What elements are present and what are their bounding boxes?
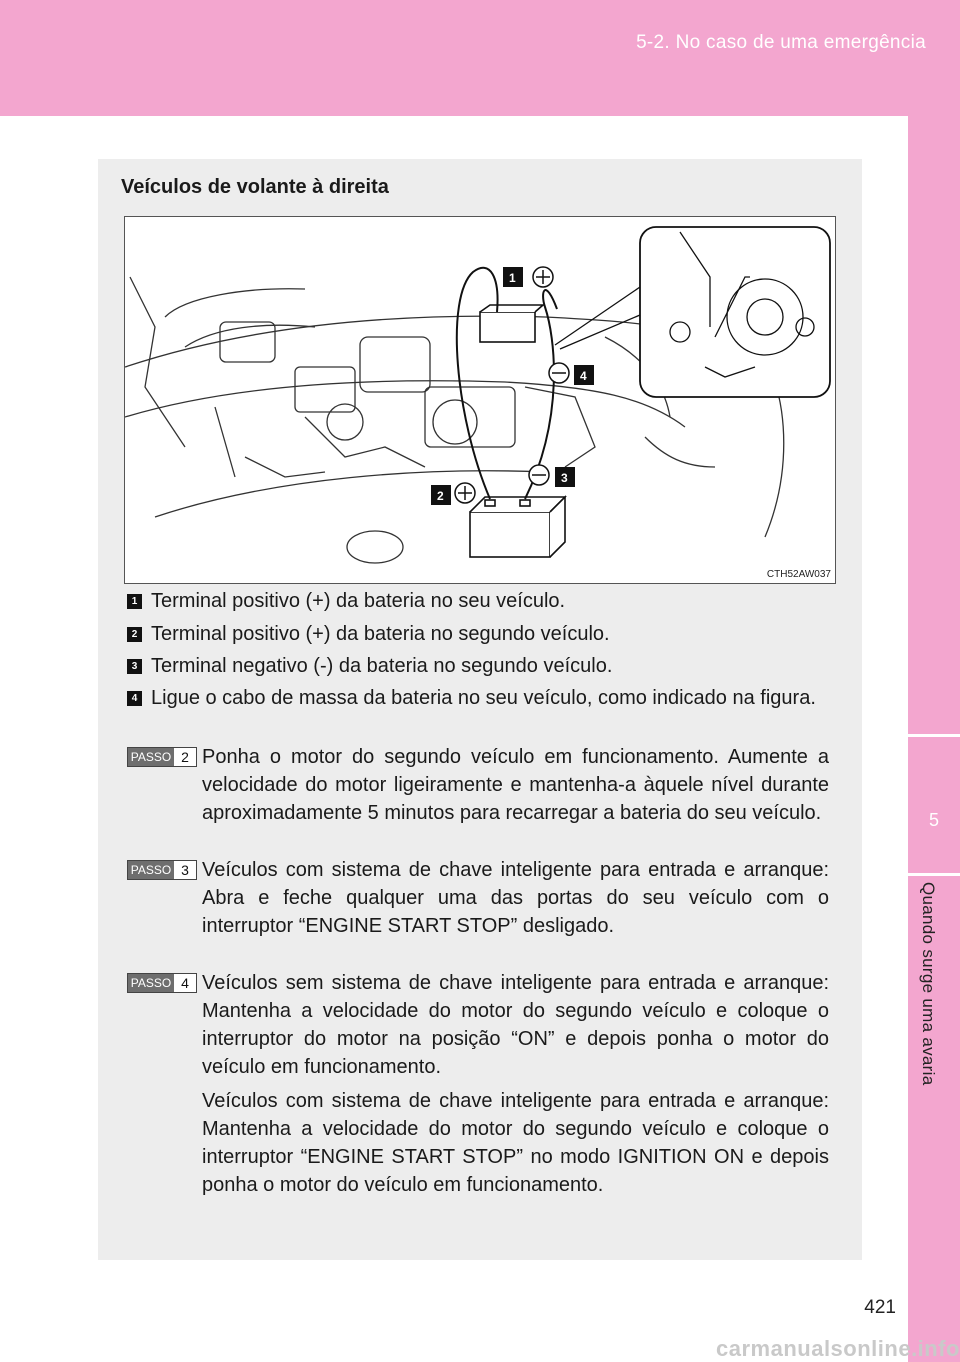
legend-item — [124, 652, 829, 680]
step-badge — [127, 747, 197, 767]
chapter-number-box — [908, 734, 960, 876]
chapter-number: 5 — [928, 810, 939, 830]
legend-item — [124, 620, 829, 648]
step-badge-word: PASSO — [128, 748, 174, 766]
page-number: 421 — [864, 1297, 896, 1318]
legend-badge: 2 — [127, 627, 142, 642]
panel-title: Veículos de volante à direita — [121, 176, 389, 198]
legend-item — [124, 684, 829, 712]
step-badge-number: 4 — [181, 975, 189, 991]
legend-text: Terminal negativo (-) da bateria no segundo veículo. — [151, 655, 613, 677]
step-badge-number: 2 — [181, 749, 189, 765]
legend-badge: 3 — [127, 659, 142, 674]
step-2 — [124, 743, 829, 827]
legend-text: Ligue o cabo de massa da bateria no seu veículo, como indicado na figura. — [151, 687, 816, 709]
step-badge-word: PASSO — [128, 974, 174, 992]
legend-item — [124, 587, 829, 615]
step-text: Veículos com sistema de chave inteligente para entrada e arranque: Abra e feche qualquer uma das portas do seu veículo com o interruptor “ENGINE START STOP” desligado. — [202, 859, 829, 937]
watermark-text: carmanualsonline.info — [716, 1336, 960, 1361]
callout-4-label: 4 — [580, 369, 587, 383]
legend-text: Terminal positivo (+) da bateria no segundo veículo. — [151, 623, 610, 645]
section-heading: 5-2. No caso de uma emergência — [636, 32, 926, 53]
step-3 — [124, 856, 829, 940]
engine-bay-illustration — [124, 216, 836, 584]
legend-text: Terminal positivo (+) da bateria no seu veículo. — [151, 590, 566, 612]
step-text: Ponha o motor do segundo veículo em funcionamento. Aumente a velocidade do motor ligeiramente e mantenha-a àquele nível durante aproximadamente 5 minutos para recarregar a bateria do seu veículo. — [202, 746, 829, 824]
legend-badge: 4 — [127, 691, 142, 706]
callout-1-label: 1 — [509, 271, 516, 285]
chapter-title: Quando surge uma avaria — [919, 882, 938, 1086]
callout-3-label: 3 — [561, 471, 568, 485]
callout-2-label: 2 — [437, 489, 444, 503]
step-badge-number: 3 — [181, 862, 189, 878]
step-4 — [124, 969, 829, 1081]
jump-start-diagram — [125, 217, 837, 585]
step-badge — [127, 973, 197, 993]
step-badge — [127, 860, 197, 880]
figure-code: CTH52AW037 — [766, 569, 831, 580]
legend-badge: 1 — [127, 594, 142, 609]
step-text: Veículos sem sistema de chave inteligente para entrada e arranque: Mantenha a velocidade do motor do segundo veículo e coloque o interruptor do motor na posição “ON” e depois ponha o motor do veículo em funcionamento. — [202, 972, 829, 1078]
step-badge-word: PASSO — [128, 861, 174, 879]
header-band — [0, 0, 960, 116]
step-4-extra-paragraph: Veículos com sistema de chave inteligente para entrada e arranque: Mantenha a velocidade do motor do segundo veículo e coloque o interruptor “ENGINE START STOP” no modo IGNITION ON e depois ponha o motor do veículo em funcionamento. — [202, 1090, 829, 1196]
